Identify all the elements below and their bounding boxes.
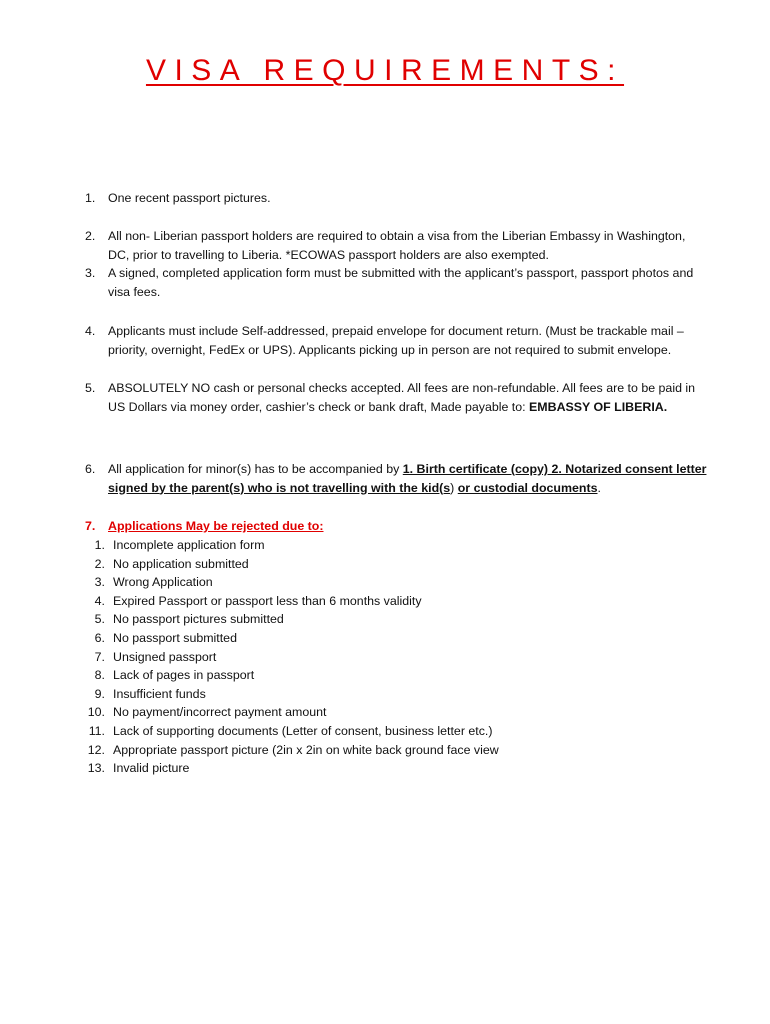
item-number: 6.: [85, 462, 96, 476]
rejection-reason: [85, 555, 645, 574]
item-text: A signed, completed application form must be submitted with the applicant’s passport, passport photos and visa fees.: [108, 266, 694, 299]
reason-text: Lack of pages in passport: [113, 668, 255, 683]
item-number: 7.: [85, 519, 96, 533]
rejection-reason: [85, 703, 645, 722]
custodial-documents: or custodial documents: [457, 480, 598, 495]
rejection-reason: [85, 536, 645, 555]
reason-number: 11.: [88, 724, 105, 738]
rejection-reason: [85, 722, 645, 741]
reason-text: Appropriate passport picture (2in x 2in on white back ground face view: [113, 742, 499, 757]
reason-text: Wrong Application: [113, 575, 213, 590]
item-number: 2.: [85, 229, 96, 243]
reason-text: Unsigned passport: [113, 649, 217, 664]
item-text: ABSOLUTELY NO cash or personal checks accepted. All fees are non-refundable. All fees are to be paid in US Dollars via money order, cashier’s check or bank draft, Made payable to: EMBASSY OF LIBERIA.: [108, 381, 696, 414]
page-title: VISA REQUIREMENTS:: [145, 54, 625, 87]
reason-number: 5.: [94, 612, 105, 627]
rejection-reason: [85, 666, 645, 685]
reason-number: 10.: [87, 705, 105, 720]
rejection-reason: [85, 610, 645, 629]
item-text: All non- Liberian passport holders are required to obtain a visa from the Liberian Embassy in Washington, DC, prior to travelling to Liberia. *ECOWAS passport holders are also exempted.: [108, 229, 686, 262]
rejection-reason: [85, 685, 645, 704]
reason-text: Expired Passport or passport less than 6 months validity: [113, 593, 422, 608]
reason-text: No passport submitted: [113, 631, 237, 645]
reason-number: 4.: [94, 593, 105, 608]
reason-text: Lack of supporting documents (Letter of consent, business letter etc.): [113, 724, 493, 738]
reason-number: 8.: [94, 668, 105, 683]
reason-number: 2.: [94, 556, 105, 571]
reason-text: Incomplete application form: [113, 538, 265, 552]
reason-number: 6.: [94, 631, 105, 645]
reason-number: 9.: [94, 686, 105, 701]
reason-number: 12.: [87, 742, 105, 757]
item-number: 5.: [85, 381, 96, 395]
rejection-reason: [85, 573, 645, 592]
reason-text: Invalid picture: [113, 761, 190, 776]
rejection-reason: [85, 759, 645, 778]
reason-text: No application submitted: [113, 556, 249, 571]
rejection-reason: [85, 629, 645, 648]
item-number: 3.: [85, 266, 96, 280]
required-documents: 1. Birth certificate (copy) 2. Notarized consent letter signed by the parent(s) who is not travelling with the kid(s: [108, 462, 707, 495]
reason-text: No passport pictures submitted: [113, 612, 284, 627]
item-text: Applicants must include Self-addressed, prepaid envelope for document return. (Must be trackable mail – priority, overnight, FedEx or UPS). Applicants picking up in person are not required to submit envelope.: [108, 324, 684, 357]
reason-number: 3.: [94, 575, 105, 590]
rejection-heading-text: Applications May be rejected due to:: [108, 519, 324, 533]
item-number: 1.: [85, 191, 96, 205]
reason-text: Insufficient funds: [113, 686, 206, 701]
item-text: One recent passport pictures.: [108, 191, 271, 205]
reason-number: 13.: [87, 761, 105, 776]
item-number: 4.: [85, 324, 96, 338]
rejection-reason: [85, 741, 645, 760]
reason-number: 1.: [94, 538, 105, 552]
item-text: All application for minor(s) has to be accompanied by 1. Birth certificate (copy) 2. Notarized consent letter signed by the parent(s) who is not travelling with the kid(s) or custodial documents.: [108, 462, 707, 495]
payee-name: EMBASSY OF LIBERIA.: [529, 399, 668, 414]
reason-text: No payment/incorrect payment amount: [113, 705, 327, 720]
reason-number: 7.: [94, 649, 105, 664]
rejection-reason: [85, 592, 645, 611]
rejection-reason: [85, 648, 645, 667]
